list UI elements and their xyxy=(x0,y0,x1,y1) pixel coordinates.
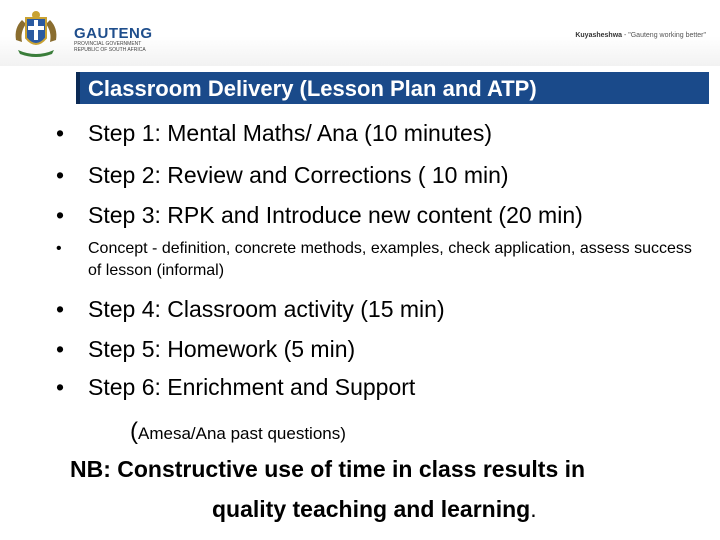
coat-of-arms-icon xyxy=(10,10,62,58)
title-bar xyxy=(76,72,709,104)
step-text: Step 4: Classroom activity (15 min) xyxy=(88,296,445,322)
bullet-step-3 xyxy=(56,200,583,230)
amesa-note xyxy=(130,418,346,446)
step-text: Step 3: RPK and Introduce new content (20 min) xyxy=(88,202,583,228)
logo-subtitle-1: PROVINCIAL GOVERNMENT xyxy=(74,41,142,47)
slogan-word: Kuyasheshwa xyxy=(575,32,623,39)
slogan-rest: - "Gauteng working better" xyxy=(622,32,706,39)
bullet-step-1 xyxy=(56,118,492,148)
bullet-concept xyxy=(56,238,706,282)
slide-title: Classroom Delivery (Lesson Plan and ATP) xyxy=(88,76,537,101)
amesa-text: Amesa/Ana past questions) xyxy=(138,424,346,443)
bullet-step-5 xyxy=(56,334,355,364)
bullet-step-2 xyxy=(56,160,509,190)
bullet-icon: • xyxy=(56,374,65,400)
logo-subtitle-2: REPUBLIC OF SOUTH AFRICA xyxy=(74,47,146,53)
bullet-icon: • xyxy=(56,202,65,228)
step-text: Step 2: Review and Corrections ( 10 min) xyxy=(88,162,509,188)
bullet-icon: • xyxy=(56,336,65,362)
bullet-step-4 xyxy=(56,294,445,324)
bullet-icon: • xyxy=(56,296,65,322)
slogan xyxy=(575,32,706,39)
logo-name: GAUTENG xyxy=(74,25,153,42)
amesa-paren: ( xyxy=(130,418,138,445)
bullet-icon: • xyxy=(56,240,62,257)
nb-line-2 xyxy=(0,496,720,523)
nb-line-2-text: quality teaching and learning xyxy=(212,496,531,522)
bullet-step-6 xyxy=(56,372,415,402)
gauteng-wordmark xyxy=(74,26,153,53)
bullet-icon: • xyxy=(56,120,65,146)
step-text: Step 6: Enrichment and Support xyxy=(88,374,416,400)
bullet-icon: • xyxy=(56,162,65,188)
nb-line-1: NB: Constructive use of time in class results in xyxy=(70,456,586,482)
concept-text: Concept - definition, concrete methods, examples, check application, assess success of lesson (informal) xyxy=(88,240,692,279)
step-text: Step 1: Mental Maths/ Ana (10 minutes) xyxy=(88,120,492,146)
step-text: Step 5: Homework (5 min) xyxy=(88,336,356,362)
nb-period: . xyxy=(530,496,537,522)
